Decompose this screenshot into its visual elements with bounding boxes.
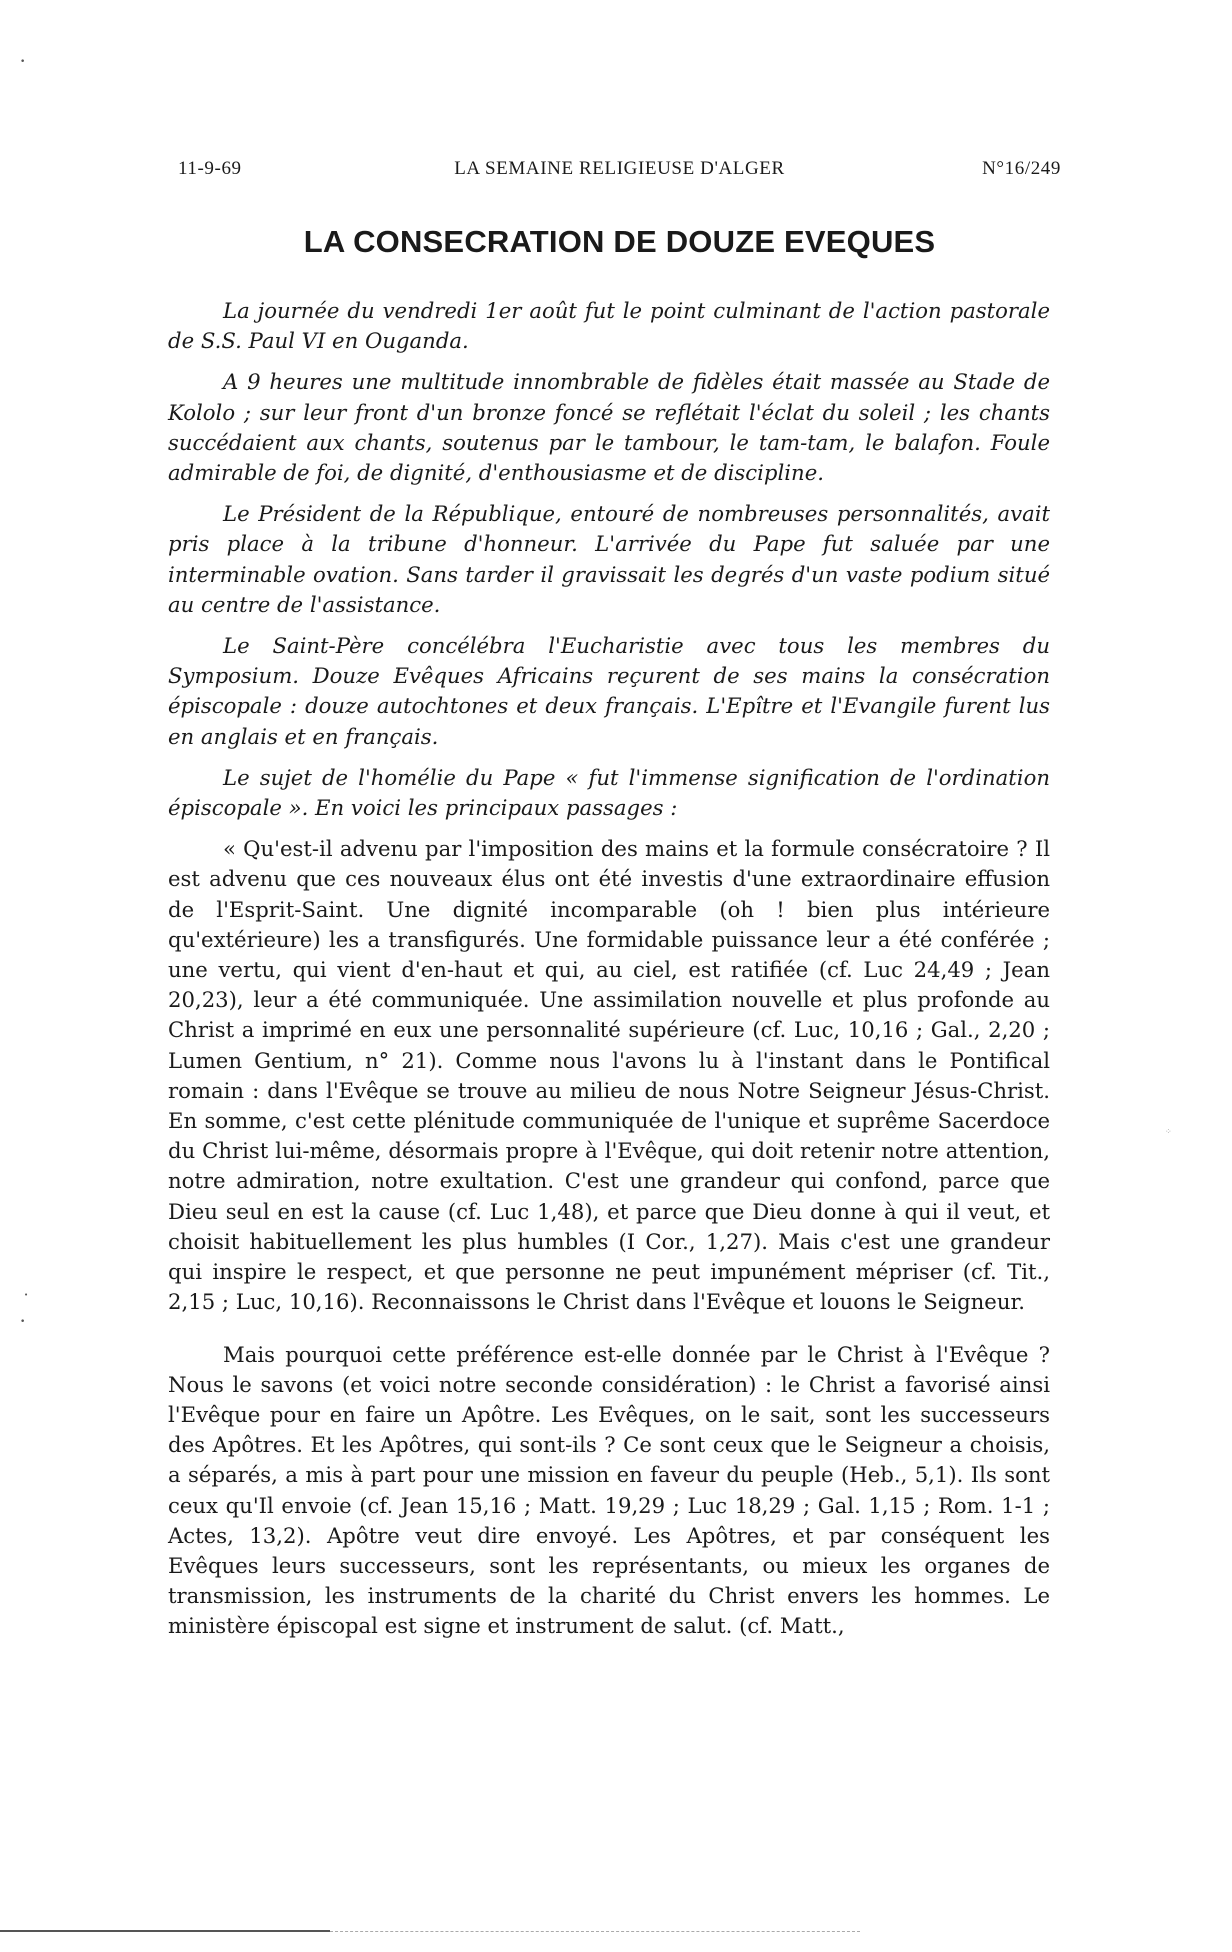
scan-speck-icon: ⁘ (1165, 1127, 1172, 1136)
page-edge-rule (0, 1930, 330, 1932)
issue-number: N°16/249 (982, 158, 1061, 179)
paragraph: La journée du vendredi 1er août fut le point culminant de l'action pastorale de S.S. Paul VI en Ouganda. (168, 298, 1050, 354)
paragraph: Le Président de la République, entouré de nombreuses personnalités, avait pris place à la tribune d'honneur. L'arrivée du Pape fut saluée par une interminable ovation. Sans tarder il gravissait les degrés d'un vaste podium situé au centre de l'assistance. (168, 501, 1050, 617)
paragraph: A 9 heures une multitude innombrable de fidèles était massée au Stade de Kololo ; sur leur front d'un bronze foncé se reflétait l'éclat du soleil ; les chants succédaient aux chants, soutenus par le tambour, le tam-tam, le balafon. Foule admirable de foi, de dignité, d'enthousiasme et de discipline. (168, 369, 1050, 486)
page-edge-rule (330, 1931, 860, 1932)
article-body (168, 296, 1050, 1653)
scan-speck-icon: • (20, 57, 26, 67)
scan-speck-icon: • (20, 1317, 26, 1327)
paragraph: Le sujet de l'homélie du Pape « fut l'immense signification de l'ordination épiscopale ». En voici les principaux passages : (168, 764, 1050, 821)
running-header (178, 158, 1061, 182)
journal-name: LA SEMAINE RELIGIEUSE D'ALGER (454, 158, 785, 179)
quote-paragraph: Mais pourquoi cette préférence est-elle donnée par le Christ à l'Evêque ? Nous le savons (et voici notre seconde considération) : le Christ a favorisé ainsi l'Evêque pour en faire un Apôtre. Les Evêques, on le sait, sont les successeurs des Apôtres. Et les Apôtres, qui sont-ils ? Ce sont ceux que le Seigneur a choisis, a séparés, a mis à part pour une mission en faveur du peuple (Heb., 5,1). Ils sont ceux qu'Il envoie (cf. Jean 15,16 ; Matt. 19,29 ; Luc 18,29 ; Gal. 1,15 ; Rom. 1-1 ; Actes, 13,2). Apôtre veut dire envoyé. Les Apôtres, et par conséquent les Evêques leurs successeurs, sont les représentants, ou mieux les organes de transmission, les instruments de la charité du Christ envers les hommes. Le ministère épiscopal est signe et instrument de salut. (cf. Matt., (168, 1341, 1050, 1639)
article-title: LA CONSECRATION DE DOUZE EVEQUES (303, 224, 936, 259)
scan-speck-icon: • (24, 1291, 29, 1299)
paragraph: Le Saint-Père concélébra l'Eucharistie avec tous les membres du Symposium. Douze Evêques Africains reçurent de ses mains la consécration épiscopale : douze autochtones et deux français. L'Epître et l'Evangile furent lus en anglais et en français. (168, 633, 1050, 749)
quote-paragraph: « Qu'est-il advenu par l'imposition des mains et la formule consécratoire ? Il est advenu que ces nouveaux élus ont été investis d'une extraordinaire effusion de l'Esprit-Saint. Une dignité incomparable (oh ! bien plus intérieure qu'extérieure) les a transfigurés. Une formidable puissance leur a été conférée ; une vertu, qui vient d'en-haut et qui, au ciel, est ratifiée (cf. Luc 24,49 ; Jean 20,23), leur a été communiquée. Une assimilation nouvelle et plus profonde au Christ a imprimé en eux une personnalité supérieure (cf. Luc, 10,16 ; Gal., 2,20 ; Lumen Gentium, n° 21). Comme nous l'avons lu à l'instant dans le Pontifical romain : dans l'Evêque se trouve au milieu de nous Notre Seigneur Jésus-Christ. En somme, c'est cette plénitude communiquée de l'unique et suprême Sacerdoce du Christ lui-même, désormais propre à l'Evêque, qui doit retenir notre attention, notre admiration, notre exultation. C'est une grandeur qui confond, parce que Dieu seul en est la cause (cf. Luc 1,48), et parce que Dieu donne à qui il veut, et choisit habituellement les plus humbles (I Cor., 1,27). Mais c'est une grandeur qui inspire le respect, et que personne ne peut impunément mépriser (cf. Tit., 2,15 ; Luc, 10,16). Reconnaissons le Christ dans l'Evêque et louons le Seigneur. (168, 836, 1050, 1315)
issue-date: 11-9-69 (178, 158, 242, 179)
